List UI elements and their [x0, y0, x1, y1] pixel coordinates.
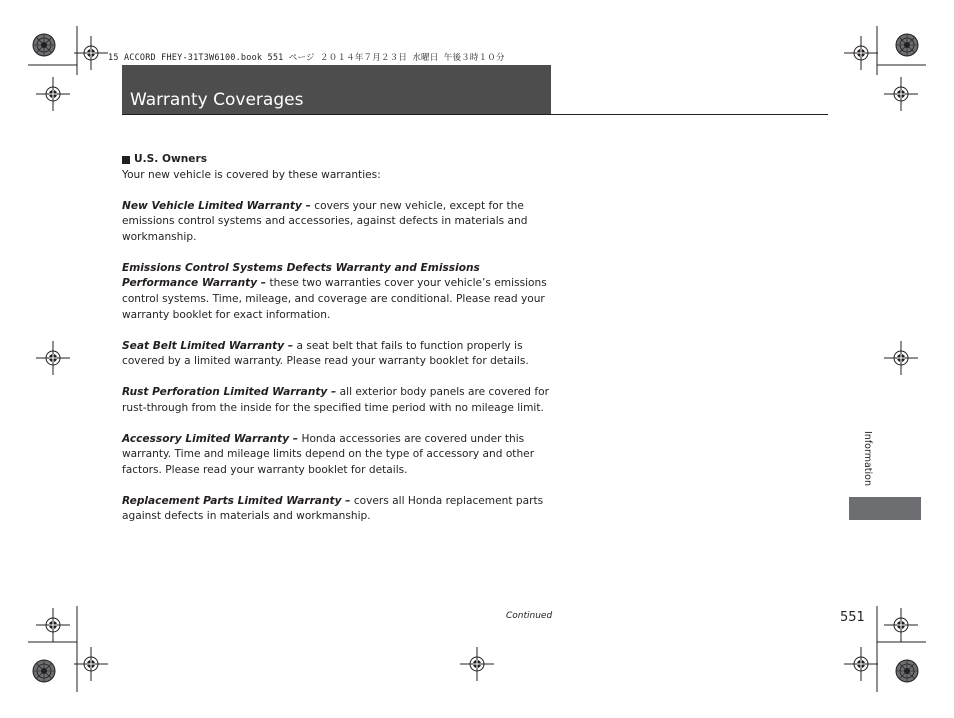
registration-mark [844, 647, 878, 681]
warranty-term: Emissions Control Systems Defects Warranty and Emissions Performance Warranty – [122, 261, 480, 290]
warranty-description: covers all Honda replacement parts against defects in materials and workmanship. [122, 494, 544, 523]
registration-mark [33, 660, 55, 682]
subsection-label: U.S. Owners [134, 153, 208, 165]
section-title: Warranty Coverages [130, 90, 304, 110]
warranty-paragraph [122, 339, 554, 370]
warranty-term: Seat Belt Limited Warranty – [122, 339, 294, 352]
warranty-description: Honda accessories are covered under this warranty. Time and mileage limits depend on the type of accessory and other factors. Please read your warranty booklet for details. [122, 432, 535, 476]
subsection-heading [122, 152, 554, 168]
registration-mark [74, 36, 108, 70]
print-info-line: 15 ACCORD FHEY-31T3W6100.book 551 ページ ２０１４年７月２３日 水曜日 午後３時１０分 [108, 53, 505, 63]
registration-mark [884, 77, 918, 111]
warranty-term: Accessory Limited Warranty – [122, 432, 299, 445]
warranty-paragraph [122, 385, 554, 416]
intro-text: Your new vehicle is covered by these warranties: [122, 168, 381, 181]
registration-mark [844, 36, 878, 70]
warranty-paragraph [122, 432, 554, 479]
warranty-term: Replacement Parts Limited Warranty – [122, 494, 351, 507]
warranty-paragraph [122, 199, 554, 246]
warranty-description: a seat belt that fails to function properly is covered by a limited warranty. Please read your warranty booklet for details. [122, 339, 529, 368]
registration-mark [74, 647, 108, 681]
side-tab-label: Information [862, 431, 873, 486]
page-number: 551 [840, 610, 865, 625]
registration-mark [896, 34, 918, 56]
registration-mark [36, 77, 70, 111]
warranty-term: New Vehicle Limited Warranty – [122, 199, 311, 212]
warranty-term: Rust Perforation Limited Warranty – [122, 386, 337, 399]
warranty-description: all exterior body panels are covered for rust-through from the inside for the specified time period with no mileage limit. [122, 386, 549, 414]
warranty-content [122, 152, 554, 540]
registration-mark [884, 608, 918, 642]
side-tab [849, 497, 921, 520]
title-divider [122, 114, 828, 115]
section-title-bar [122, 65, 551, 114]
continued-note: Continued [506, 611, 553, 621]
warranty-description: these two warranties cover your vehicle’s emissions control systems. Time, mileage, and coverage are conditional. Please read your warranty booklet for exact information. [122, 277, 547, 321]
registration-mark [884, 341, 918, 375]
registration-mark [33, 34, 55, 56]
registration-mark [36, 608, 70, 642]
warranty-paragraph [122, 261, 554, 323]
registration-mark [36, 341, 70, 375]
registration-mark [896, 660, 918, 682]
warranty-paragraph [122, 494, 554, 525]
warranty-description: covers your new vehicle, except for the emissions control systems and accessories, against defects in materials and workmanship. [122, 199, 528, 243]
registration-mark [460, 647, 494, 681]
square-bullet-icon [122, 156, 130, 164]
